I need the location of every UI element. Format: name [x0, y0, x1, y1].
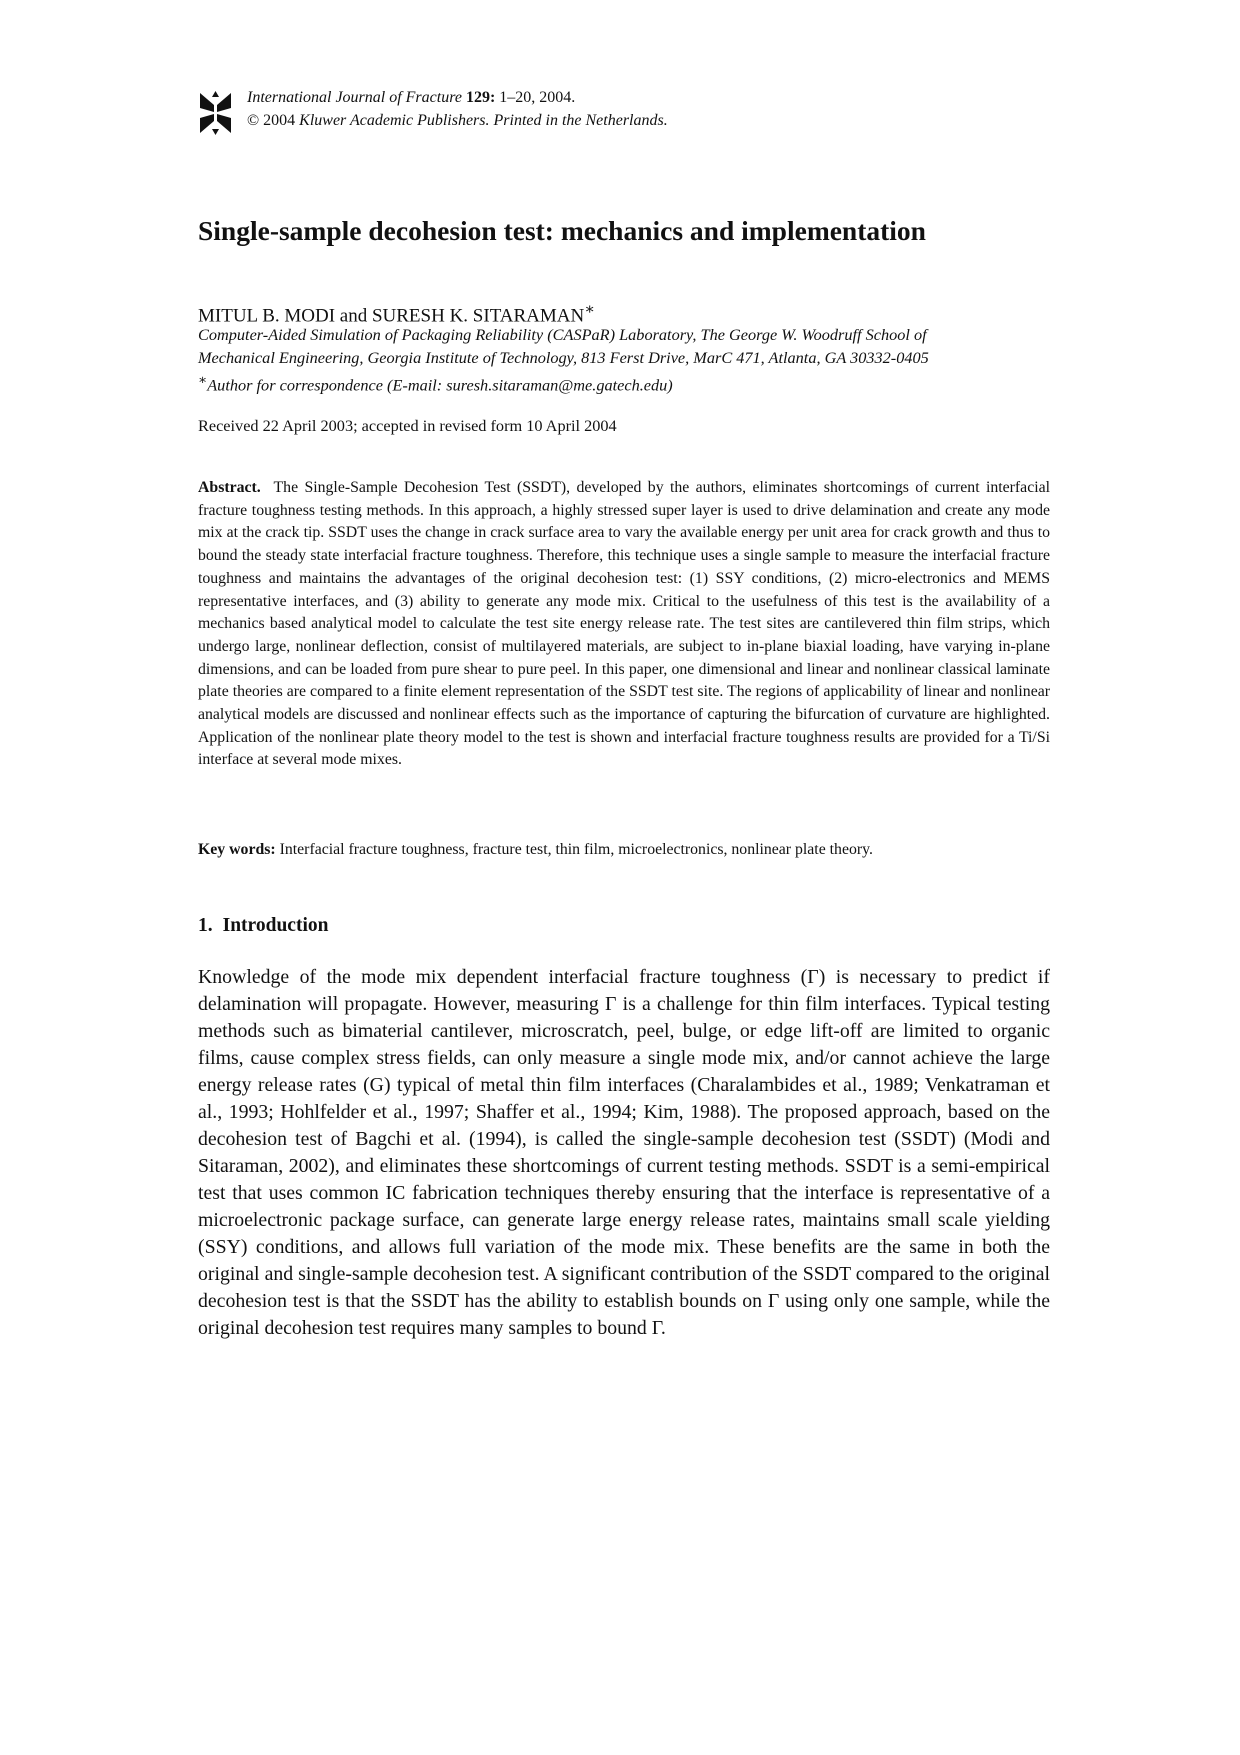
received-dates: Received 22 April 2003; accepted in revised form 10 April 2004: [198, 416, 617, 435]
publisher-name: Kluwer Academic Publishers.: [299, 112, 490, 129]
copyright-symbol: ©: [247, 112, 260, 129]
affiliation-block: [198, 324, 929, 397]
abstract-label: Abstract.: [198, 479, 261, 496]
abstract-text: The Single-Sample Decohesion Test (SSDT), developed by the authors, eliminates shortcomings of current interfacial fracture toughness testing methods. In this approach, a highly stressed super layer is used to drive delamination and create any mode mix at the crack tip. SSDT uses the change in crack surface area to vary the available energy per unit area for crack growth and thus to bound the steady state interfacial fracture toughness. Therefore, this technique uses a single sample to measure the interfacial fracture toughness and maintains the advantages of the original decohesion test: (1) SSY conditions, (2) micro-electronics and MEMS representative interfaces, and (3) ability to generate any mode mix. Critical to the usefulness of this test is the availability of a mechanics based analytical model to calculate the test site energy release rate. The test sites are cantilevered thin film strips, which undergo large, nonlinear deflection, consist of multilayered materials, are subject to in-plane biaxial loading, have varying in-plane dimensions, and can be loaded from pure shear to pure peel. In this paper, one dimensional and linear and nonlinear classical laminate plate theories are compared to a finite element representation of the SSDT test site. The regions of applicability of linear and nonlinear analytical models are discussed and nonlinear effects such as the importance of capturing the bifurcation of curvature are highlighted. Application of the nonlinear plate theory model to the test is shown and interfacial fracture toughness results are provided for a Ti/Si interface at several mode mixes.: [198, 479, 1050, 769]
copyright-year: 2004: [263, 112, 296, 129]
kluwer-logo-icon: [198, 91, 233, 135]
journal-citation: [247, 86, 668, 132]
journal-line-2: [247, 109, 668, 132]
keywords-text: Interfacial fracture toughness, fracture test, thin film, microelectronics, nonlinear plate theory.: [279, 841, 873, 858]
section-title: Introduction: [222, 915, 329, 936]
journal-name: International Journal of Fracture: [247, 89, 462, 106]
author-names: MITUL B. MODI and SURESH K. SITARAMAN: [198, 305, 585, 327]
correspondence-text: Author for correspondence (E-mail: suresh.sitaraman@me.gatech.edu): [207, 375, 673, 395]
paper-title: Single-sample decohesion test: mechanics and implementation: [198, 215, 926, 246]
affiliation-line-1: Computer-Aided Simulation of Packaging Reliability (CASPaR) Laboratory, The George W. Woodruff School of: [198, 325, 927, 344]
keywords: [198, 839, 1050, 861]
printed-location: Printed in the Netherlands.: [493, 112, 668, 129]
journal-volume: 129:: [465, 89, 496, 106]
journal-header: [198, 86, 1050, 136]
journal-pages-year: 1–20, 2004.: [499, 89, 576, 106]
affiliation-line-2: Mechanical Engineering, Georgia Institute of Technology, 813 Ferst Drive, MarC 471, Atlanta, GA 30332-0405: [198, 347, 929, 367]
author-footnote-mark: ∗: [584, 301, 595, 318]
section-heading-introduction: [198, 913, 328, 939]
journal-line-1: [247, 86, 668, 109]
abstract: [198, 477, 1050, 772]
correspondence-mark: ∗: [198, 372, 208, 387]
section-number: 1.: [198, 915, 213, 936]
correspondence-line: [198, 369, 929, 397]
introduction-paragraph: Knowledge of the mode mix dependent interfacial fracture toughness (Γ) is necessary to predict if delamination will propagate. However, measuring Γ is a challenge for thin film interfaces. Typical testing methods such as bimaterial cantilever, microscratch, peel, bulge, or edge lift-off are limited to organic films, cause complex stress fields, can only measure a single mode mix, and/or cannot achieve the large energy release rates (G) typical of metal thin film interfaces (Charalambides et al., 1989; Venkatraman et al., 1993; Hohlfelder et al., 1997; Shaffer et al., 1994; Kim, 1988). The proposed approach, based on the decohesion test of Bagchi et al. (1994), is called the single-sample decohesion test (SSDT) (Modi and Sitaraman, 2002), and eliminates these shortcomings of current testing methods. SSDT is a semi-empirical test that uses common IC fabrication techniques thereby ensuring that the interface is representative of a microelectronic package surface, can generate large energy release rates, maintains small scale yielding (SSY) conditions, and allows full variation of the mode mix. These benefits are the same in both the original and single-sample decohesion test. A significant contribution of the SSDT compared to the original decohesion test is that the SSDT has the ability to establish bounds on Γ using only one sample, while the original decohesion test requires many samples to bound Γ.: [198, 966, 1050, 1339]
keywords-label: Key words:: [198, 841, 276, 858]
